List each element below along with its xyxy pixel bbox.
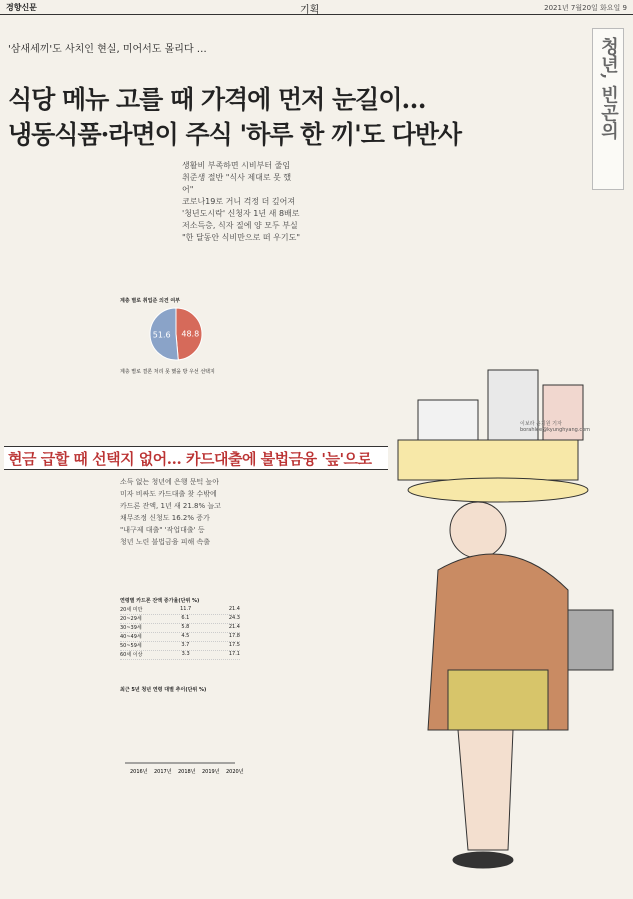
- table-cell: 24.3: [228, 615, 240, 621]
- table-cell: 50~59세: [120, 643, 142, 649]
- table-cell: 20세 미만: [120, 607, 143, 613]
- table-cell: 17.1: [228, 651, 240, 657]
- body-column-5: [245, 476, 365, 886]
- table-cell: 6.1: [181, 615, 190, 621]
- subhead-line: "내구제 대출" '작업대출' 등: [120, 526, 205, 534]
- table-cell: 4.5: [181, 633, 190, 639]
- pie-chart-figure: [120, 297, 232, 427]
- body-column-1: [8, 160, 82, 435]
- headline-line1: 식당 메뉴 고를 때 가격에 먼저 눈길이…: [8, 85, 426, 114]
- section-label: 기획: [300, 5, 320, 16]
- illustration-stack: [398, 370, 588, 502]
- subhead-line: 청년 노린 불법금융 피해 속출: [120, 538, 211, 546]
- illustration: [368, 170, 630, 890]
- pie-slice-label: 48.8: [181, 329, 200, 339]
- byline: 이보라 윤기원 기자 borahlee@kyunghyang.com: [520, 421, 591, 433]
- date-page: 2021년 7월20일 화요일 9: [544, 4, 627, 12]
- chart-title: 계층 별로 취업준 의견 여부: [120, 298, 181, 304]
- body-column-3: [305, 160, 375, 435]
- chart-subtitle: 계층 별로 결론 처리 못 했을 방 우선 선택지: [120, 369, 215, 375]
- pullquote-line: 취준생 절반 "식사 제대로 못 했: [182, 173, 292, 182]
- table-row: [120, 624, 240, 633]
- table-rows: [120, 606, 240, 660]
- table-cell: 60세 이상: [120, 652, 143, 658]
- subhead-line: 소득 없는 청년에 은행 문턱 높아: [120, 478, 220, 486]
- pullquote-line: 생활비 부족하면 시비부터 줄임: [182, 161, 291, 170]
- table-row: [120, 606, 240, 615]
- subhead-line: 카드론 잔액, 1년 새 21.8% 늘고: [120, 502, 221, 510]
- series-title-box: [592, 28, 624, 190]
- table-row: [120, 651, 240, 660]
- pullquote-line: "한 달동안 식비만으로 떠 우기도": [182, 233, 300, 242]
- x-tick-label: 2016년: [130, 769, 148, 775]
- pullquote-line: '청년도시락' 신청자 1년 새 8배로: [182, 209, 300, 218]
- series-title: 청년, 빈곤의: [598, 37, 619, 140]
- banner-headline: 현금 급할 때 선택지 없어… 카드대출에 불법금융 '늪'으로: [8, 450, 372, 468]
- table-cell: 21.4: [228, 606, 240, 612]
- x-tick-label: 2018년: [178, 769, 196, 775]
- pullquote-line: 코로나19로 거니 걱정 더 깊어져: [182, 197, 296, 206]
- pie-slice-label: 51.6: [152, 330, 171, 340]
- table-cell: 21.4: [228, 624, 240, 630]
- trend-chart-figure: [120, 686, 244, 786]
- pullquote-line: 어": [182, 185, 194, 194]
- table-row: [120, 633, 240, 642]
- table-cell: 3.7: [181, 642, 190, 648]
- newspaper-logo: 경향신문: [6, 3, 37, 12]
- headline-line2: 냉동식품·라면이 주식 '하루 한 끼'도 다반사: [8, 120, 462, 149]
- table-cell: 11.7: [180, 606, 192, 612]
- table-title: 연령별 카드론 잔액 증가율(단위 %): [120, 598, 200, 604]
- subhead-line: 미자 비싸도 카드대출 찾 수밖에: [120, 490, 217, 498]
- x-tick-label: 2020년: [226, 769, 244, 775]
- table-cell: 30~39세: [120, 625, 142, 631]
- table-cell: 3.3: [181, 651, 190, 657]
- pullquote-line: 저소득층, 식자 질에 양 모두 부실: [182, 221, 298, 230]
- table-row: [120, 642, 240, 651]
- card-loan-table: [120, 597, 240, 677]
- x-tick-label: 2019년: [202, 769, 220, 775]
- table-cell: 40~49세: [120, 634, 142, 640]
- article-kicker: '삼새세끼'도 사치인 현실, 미어서도 몰리다 …: [8, 44, 207, 55]
- illustration-person: [428, 502, 613, 868]
- table-row: [120, 615, 240, 624]
- x-tick-label: 2017년: [154, 769, 172, 775]
- body-column-4: [8, 476, 114, 886]
- table-cell: 20~29세: [120, 616, 142, 622]
- table-cell: 17.5: [228, 642, 240, 648]
- chart3-title: 최근 5년 청년 연령 대별 추이(단위 %): [120, 687, 207, 693]
- subhead-line: 채무조정 신청도 16.2% 증가: [120, 514, 210, 522]
- trend-chart: [120, 693, 244, 778]
- table-cell: 5.8: [181, 624, 190, 630]
- pie-chart: [120, 304, 232, 364]
- pullquote-box: [182, 160, 300, 292]
- sub-article-banner: [4, 446, 388, 470]
- table-cell: 17.8: [228, 633, 240, 639]
